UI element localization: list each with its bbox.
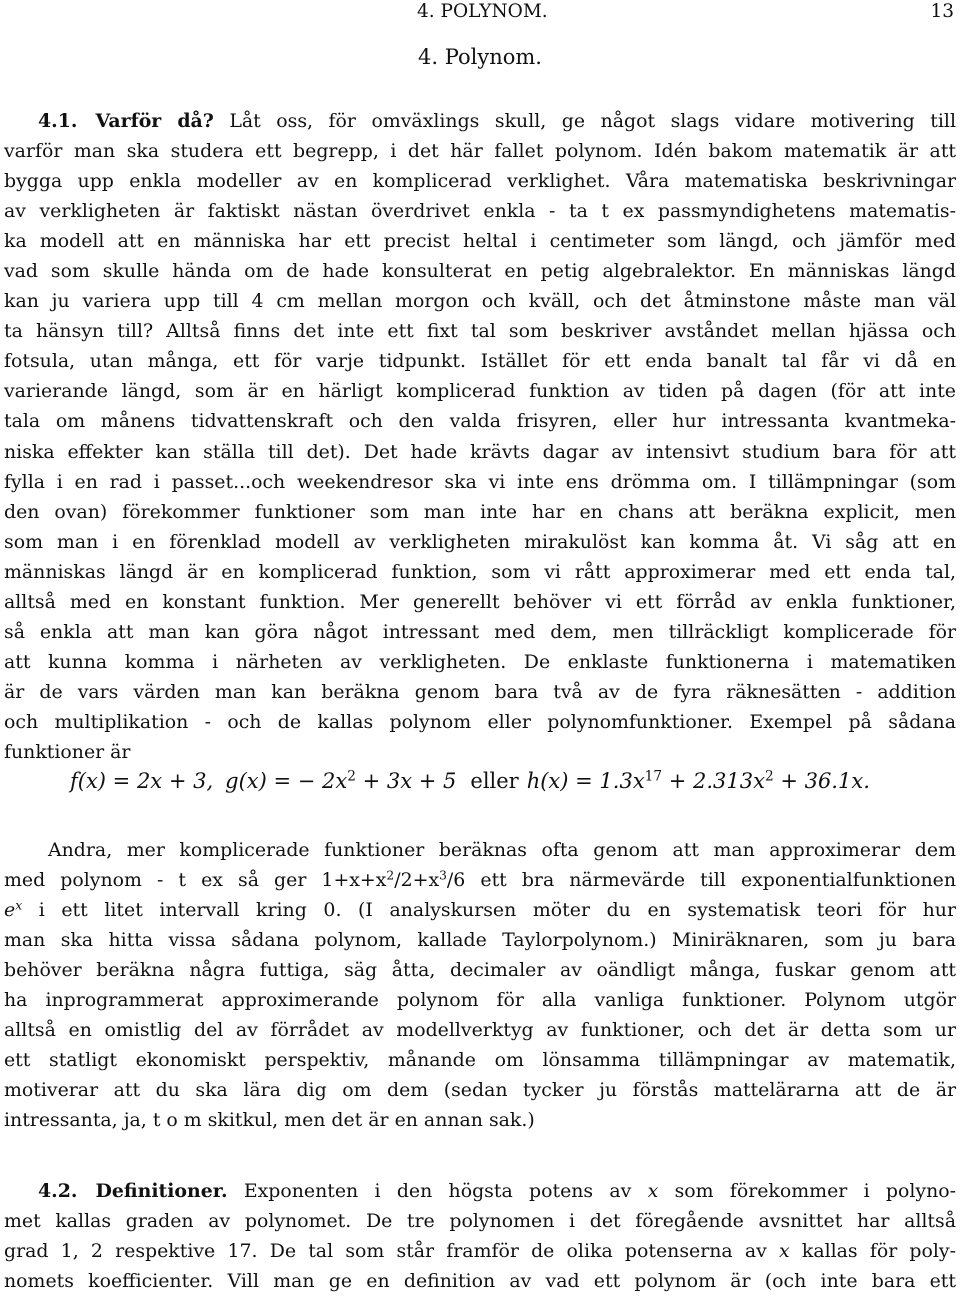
paragraph-line: met kallas graden av polynomet. De tre polynomen i det föregående avsnittet har alltså bbox=[4, 1210, 956, 1233]
formula-g: g(x) = − 2x bbox=[225, 769, 348, 793]
paragraph-line: funktioner är bbox=[4, 740, 131, 763]
paragraph-2 bbox=[4, 835, 956, 1135]
display-formula: f(x) = 2x + 3, g(x) = − $2x^2 + 3x + 5$ eller $h(x) = 1.3x^{17} + 2.313x^2 + 36.1x$. bbox=[70, 768, 870, 793]
paragraph-line: människas längd är en komplicerad funktion, som vi rått approximerar med ett enda tal, bbox=[4, 560, 956, 583]
section-number: 4.1. bbox=[38, 110, 78, 132]
paragraph-line: man ska hitta vissa sådana polynom, kallade Taylorpolynom.) Miniräknaren, som ju bara bbox=[4, 929, 956, 952]
paragraph-line: är de vars värden man kan beräkna genom bara två av de fyra räknesätten - addition bbox=[4, 680, 956, 703]
paragraph-line: ka modell att en människa har ett precist heltal i centimeter som längd, och jämför med bbox=[4, 230, 956, 253]
paragraph-line: med polynom - t ex så ger $1+x+x^2/2+x^3/6$ ett bra närmevärde till exponentialfunktionen bbox=[4, 868, 956, 892]
paragraph-line: fotsula, utan många, ett för varje tidpunkt. Istället för ett enda banalt tal får vi då en bbox=[4, 350, 956, 373]
paragraph-line: motiverar att du ska lära dig om dem (sedan tycker ju förstås mattelärarna att de är bbox=[4, 1079, 956, 1102]
paragraph-line: tala om månens tidvattenskraft och den valda frisyren, eller hur intressanta kvantmeka- bbox=[4, 410, 956, 433]
paragraph-line: kan ju variera upp till 4 cm mellan morgon och kväll, och det åtminstone måste man väl bbox=[4, 290, 956, 313]
paragraph-line: den ovan) förekommer funktioner som man inte har en chans att beräkna explicit, men bbox=[4, 500, 956, 523]
running-title: 4. POLYNOM. bbox=[417, 1, 548, 22]
formula-h: h(x) = 1.3x bbox=[526, 769, 645, 793]
paragraph-line: så enkla att man kan göra något intressant med dem, men tillräckligt komplicerade för bbox=[4, 620, 956, 643]
section-heading: Varför då? bbox=[95, 110, 214, 132]
paragraph-line: ett statligt ekonomiskt perspektiv, månande om lönsamma tillämpningar av matematik, bbox=[4, 1049, 956, 1072]
chapter-title: 4. Polynom. bbox=[418, 45, 542, 69]
paragraph-line: och multiplikation - och de kallas polynom eller polynomfunktioner. Exempel på sådana bbox=[4, 710, 956, 733]
section-4-2 bbox=[4, 1176, 956, 1296]
paragraph-line: som man i en förenklad modell av verkligheten mirakulöst kan komma åt. Vi såg att en bbox=[4, 530, 956, 553]
paragraph-line: Andra, mer komplicerade funktioner beräknas ofta genom att man approximerar dem bbox=[48, 839, 956, 861]
paragraph-line: alltså en omistlig del av förrådet av modellverktyg av funktioner, och det är detta som ur bbox=[4, 1019, 956, 1042]
paragraph-line: vad som skulle hända om de hade konsulterat en petig algebralektor. En människas längd bbox=[4, 260, 956, 283]
paragraph-line: niska effekter kan ställa till det). Det hade krävts dagar av intensivt studium bara för att bbox=[4, 440, 956, 463]
paragraph-line: varför man ska studera ett begrepp, i det här fallet polynom. Idén bakom matematik är att bbox=[4, 140, 956, 163]
section-4-1 bbox=[4, 106, 956, 767]
section-number: 4.2. bbox=[38, 1180, 78, 1202]
paragraph-line: av verkligheten är faktiskt nästan överdrivet enkla - ta t ex passmyndighetens matematis- bbox=[4, 200, 956, 223]
formula-connector: eller bbox=[470, 769, 519, 793]
formula-f: f(x) = 2x + 3, bbox=[70, 769, 214, 793]
page-number: 13 bbox=[930, 1, 954, 22]
paragraph-line: ta hänsyn till? Alltså finns det inte ett fixt tal som beskriver avståndet mellan hjässa och bbox=[4, 320, 956, 343]
paragraph-line: 4.1. Varför då? Låt oss, för omväxlings skull, ge något slags vidare motivering till bbox=[38, 110, 957, 132]
paragraph-line: $e^x$ i ett litet intervall kring 0. (I analyskursen möter du en systematisk teori för hur bbox=[4, 898, 956, 922]
paragraph-line: ha inprogrammerat approximerande polynom för alla vanliga funktioner. Polynom utgör bbox=[4, 989, 956, 1012]
paragraph-line: nomets koefficienter. Vill man ge en definition av vad ett polynom är (och inte bara ett bbox=[4, 1270, 956, 1293]
paragraph-line: alltså med en konstant funktion. Mer generellt behöver vi ett förråd av enkla funktioner, bbox=[4, 590, 956, 613]
paragraph-line: 4.2. Definitioner. Exponenten i den högsta potens av x som förekommer i polyno- bbox=[38, 1180, 957, 1202]
paragraph-line: bygga upp enkla modeller av en komplicerad verklighet. Våra matematiska beskrivningar bbox=[4, 170, 956, 193]
paragraph-line: intressanta, ja, t o m skitkul, men det är en annan sak.) bbox=[4, 1109, 535, 1132]
paragraph-line: behöver beräkna några futtiga, säg åtta, decimaler av oändligt många, fuskar genom att bbox=[4, 959, 956, 982]
paragraph-line: att kunna komma i närheten av verkligheten. De enklaste funktionerna i matematiken bbox=[4, 650, 956, 673]
paragraph-line: fylla i en rad i passet...och weekendresor ska vi inte ens drömma om. I tillämpningar (som bbox=[4, 470, 956, 493]
section-heading: Definitioner. bbox=[95, 1180, 228, 1202]
paragraph-line: grad 1, 2 respektive 17. De tal som står framför de olika potenserna av x kallas för poly- bbox=[4, 1240, 956, 1263]
running-header bbox=[4, 0, 956, 26]
paragraph-line: varierande längd, som är en härligt komplicerad funktion av tiden på dagen (för att inte bbox=[4, 380, 956, 403]
